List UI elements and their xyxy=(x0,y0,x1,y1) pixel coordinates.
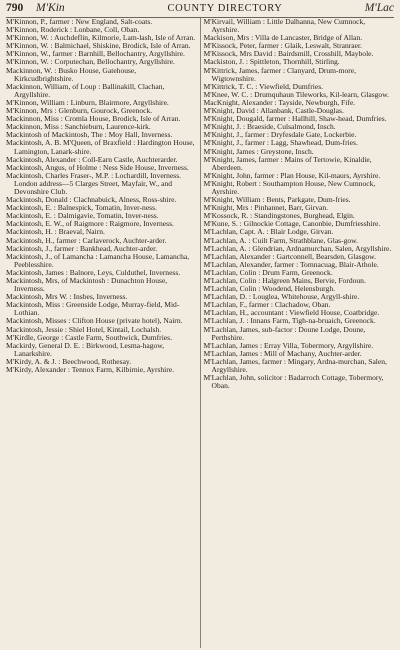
directory-entry: M'Knight, Dougald, farmer : Hallhill, Shaw-head, Dumfries. xyxy=(203,114,387,124)
directory-entry: Mackintosh, E. W., of Raigmore : Raigmore, Inverness. xyxy=(6,219,174,229)
directory-entry: M'Knight, David : Allanbank, Castle-Douglas. xyxy=(203,106,344,116)
directory-entry: Mackinnon, Miss : Sanchieburn, Laurence-kirk. xyxy=(6,122,151,132)
directory-entry: M'Lachlan, J. : Innans Farm, Tigh-na-bruaich, Greenock. xyxy=(203,316,376,326)
directory-entry: Mackintosh, Donald : Clachnabuick, Alness, Ross-shire. xyxy=(6,195,177,205)
directory-entry: M'Lachlan, D. : Louglea, Whitehouse, Argyll-shire. xyxy=(203,292,360,302)
directory-entry: M'Knight, J. : Braeside, Culsalmond, Insch. xyxy=(203,122,336,132)
directory-entry: Mackintosh, J., farmer : Bankhead, Auchter-arder. xyxy=(6,243,158,253)
directory-entry: M'Kune, S. : Gilnockie Cottage, Canonbie, Dumfriesshire. xyxy=(203,219,381,229)
directory-entry: M'Lachlan, Capt. A. : Blair Lodge, Girvan. xyxy=(203,227,334,237)
directory-entry: M'Kirdle, George : Castle Farm, Southwick, Dumfries. xyxy=(6,332,172,342)
directory-entry: Mackinnon, William, of Loup : Ballinakill, Clachan, Argyllshire. xyxy=(6,81,165,99)
directory-entry: M'Knight, J., farmer : Lagg, Shawhead, Dum-fries. xyxy=(203,138,358,148)
directory-entry: M'Kinnon, W., farmer : Barnhill, Bellochantry, Argyllshire. xyxy=(6,49,185,59)
directory-entry: M'Kittrick, T. C. : Viewfield, Dumfries. xyxy=(203,81,324,91)
directory-entry: Mackiston, J. : Spittleton, Thornhill, Stirling. xyxy=(203,57,340,67)
directory-entry: M'Kossock, R. : Standingstones, Burghead, Elgin. xyxy=(203,211,355,221)
directory-entry: M'Knight, J., farmer : Dryfesdale Gate, Lockerbie. xyxy=(203,130,357,140)
directory-entry: M'Knight, Mrs : Pinhannet, Barr, Girvan. xyxy=(203,203,329,213)
directory-entry: M'Kinnon, W. : Corputechan, Bellochantry, Argyllshire. xyxy=(6,57,175,67)
directory-entry: M'Knight, Robert : Southampton House, New Cumnock, Ayrshire. xyxy=(203,178,376,196)
directory-entry: M'Knee, W. C. : Drumquhaun Tileworks, Kil-learn, Glasgow. xyxy=(203,89,390,99)
left-catchword: M'Kin xyxy=(36,2,65,14)
directory-entry: M'Kinnon, William : Linburn, Blairmore, Argyllshire. xyxy=(6,97,169,107)
directory-entry: M'Lachlan, Colin : Woodend, Helensburgh. xyxy=(203,284,335,294)
directory-entry: Mackintosh, Miss : Greenside Lodge, Murray-field, Mid-Lothian. xyxy=(6,300,180,318)
directory-entry: M'Lachlan, John, solicitor : Badarroch Cottage, Tobermory, Oban. xyxy=(203,373,384,391)
directory-entry: M'Knight, William : Bents, Parkgate, Dum-fries. xyxy=(203,195,351,205)
directory-entry: M'Kissock, Peter, farmer : Glaik, Leswalt, Stranraer. xyxy=(203,41,362,51)
directory-entry: M'Kissock, Mrs David : Bairdsmill, Crosshill, Maybole. xyxy=(203,49,374,59)
directory-entry: Mackintosh, Mrs W. : Insbes, Inverness. xyxy=(6,292,128,302)
directory-entry: M'Lachlan, James : Erray Villa, Tobermory, Argyllshire. xyxy=(203,340,374,350)
directory-entry: M'Lachlan, A. : Glendrian, Ardnamurchan, Salen, Argyllshire. xyxy=(203,243,392,253)
directory-entry: Mackintosh, James : Balnore, Leys, Culduthel, Inverness. xyxy=(6,267,181,277)
directory-entry: M'Lachlan, James, farmer : Mingary, Ardna-murchan, Salen, Argyllshire. xyxy=(203,356,387,375)
right-catchword: M'Lac xyxy=(364,2,394,14)
left-column xyxy=(6,18,201,648)
directory-entry: Mackintosh, J., of Lamancha : Lamancha House, Lamancha, Peeblesshire. xyxy=(6,251,190,269)
directory-entry: M'Lachlan, Alexander : Gartconnell, Bearsden, Glasgow. xyxy=(203,251,377,261)
directory-entry: Mackinnon, W. : Busko House, Gatehouse, Kirkcudbrightshire. xyxy=(6,65,137,83)
directory-entry: Mackintosh, Charles Fraser-, M.P. : Lochardill, Inverness. London address—5 Clarges Street, Mayfair, W., and Devonshire Club. xyxy=(6,170,182,196)
directory-entry: Mackintosh, E. : Dalmigavie, Tomatin, Inver-ness. xyxy=(6,211,159,221)
directory-entry: Mackintosh, Alexander : Coll-Earn Castle, Auchterarder. xyxy=(6,154,178,164)
directory-entry: MacKnight, Alexander : Tayside, Newburgh, Fife. xyxy=(203,97,356,107)
directory-entry: M'Lachlan, James, sub-factor : Doune Lodge, Doune, Perthshire. xyxy=(203,324,366,342)
directory-entry: Mackintosh, Jessie : Shiel Hotel, Kintail, Lochalsh. xyxy=(6,324,162,334)
directory-entry: Mackison, Mrs : Villa de Lancaster, Bridge of Allan. xyxy=(203,33,363,43)
directory-entry: Mackintosh, Angus, of Holme : Ness Side House, Inverness. xyxy=(6,162,189,172)
directory-entry: M'Kirdy, Alexander : Tennox Farm, Kilbirnie, Ayrshire. xyxy=(6,365,175,375)
directory-entry: M'Kinnon, W. : Auchdeflin, Kilmorie, Lam-lash, Isle of Arran. xyxy=(6,33,196,43)
directory-entry: Mackintosh, H. : Braeval, Nairn. xyxy=(6,227,105,237)
directory-entry: M'Lachlan, Colin : Drum Farm, Greenock. xyxy=(203,267,333,277)
directory-entry: Mackinnon, Miss : Cromla House, Brodick, Isle of Arran. xyxy=(6,114,181,124)
directory-entry: M'Lachlan, A. : Cuilt Farm, Strathblane, Glas-gow. xyxy=(203,235,359,245)
directory-entry: Mackintosh, Mrs, of Mackintosh : Dunachton House, Inverness. xyxy=(6,276,168,294)
directory-columns xyxy=(6,18,394,648)
directory-entry: M'Lachlan, James : Mill of Machany, Auchter-arder. xyxy=(203,348,362,358)
directory-entry: Mackintosh, A. B. M'Queen, of Braxfield : Hardington House, Lamington, Lanark-shire. xyxy=(6,138,195,156)
directory-entry: Mackintosh, Misses : Clifton House (private hotel), Nairn. xyxy=(6,316,183,326)
directory-entry: Mackirdy, General D. E. : Birkwood, Lesma-hagow, Lanarkshire. xyxy=(6,340,165,358)
page-number: 790 xyxy=(6,2,24,14)
directory-entry: M'Kinnon, P., farmer : New England, Salt-coats. xyxy=(6,18,153,26)
directory-entry: M'Lachlan, H., accountant : Viewfield House, Coatbridge. xyxy=(203,308,380,318)
directory-entry: M'Kinnon, Mrs : Glenburn, Gourock, Greenock. xyxy=(6,106,153,116)
directory-entry: M'Knight, James, farmer : Mains of Tertowie, Kinaldie, Aberdeen. xyxy=(203,154,372,172)
directory-entry: M'Lachlan, Colin : Halgreen Mains, Bervie, Fordoun. xyxy=(203,276,366,285)
page-header xyxy=(6,2,394,18)
right-column xyxy=(201,18,395,648)
directory-entry: Mackintosh, H., farmer : Carlaverock, Auchter-arder. xyxy=(6,235,167,245)
directory-entry: M'Kinnon, W. : Balmichael, Shiskine, Brodick, Isle of Arran. xyxy=(6,41,191,51)
directory-entry: Mackintosh of Mackintosh, The : Moy Hall, Inverness. xyxy=(6,130,173,140)
directory-entry: M'Knight, James : Greystone, Insch. xyxy=(203,146,314,156)
directory-entry: M'Knight, John, farmer : Plan House, Kil-maurs, Ayrshire. xyxy=(203,170,381,180)
directory-entry: M'Kinnon, Roderick : Lonbane, Coll, Oban. xyxy=(6,25,140,35)
directory-entry: M'Kirvail, William : Little Dalhanna, New Cumnock, Ayrshire. xyxy=(203,18,366,35)
directory-entry: M'Kittrick, James, farmer : Clanyard, Drum-more, Wigtownshire. xyxy=(203,65,356,83)
directory-entry: M'Kirdy, A. & J. : Beechwood, Rothesay. xyxy=(6,356,132,366)
page-title: COUNTY DIRECTORY xyxy=(167,3,283,14)
directory-entry: M'Lachlan, F., farmer : Clachadow, Oban. xyxy=(203,300,331,310)
directory-entry: M'Lachlan, Alexander, farmer : Tomnacuag, Blair-Athole. xyxy=(203,259,379,269)
directory-entry: Mackintosh, E. : Balnespick, Tomatin, Inver-ness. xyxy=(6,203,157,213)
